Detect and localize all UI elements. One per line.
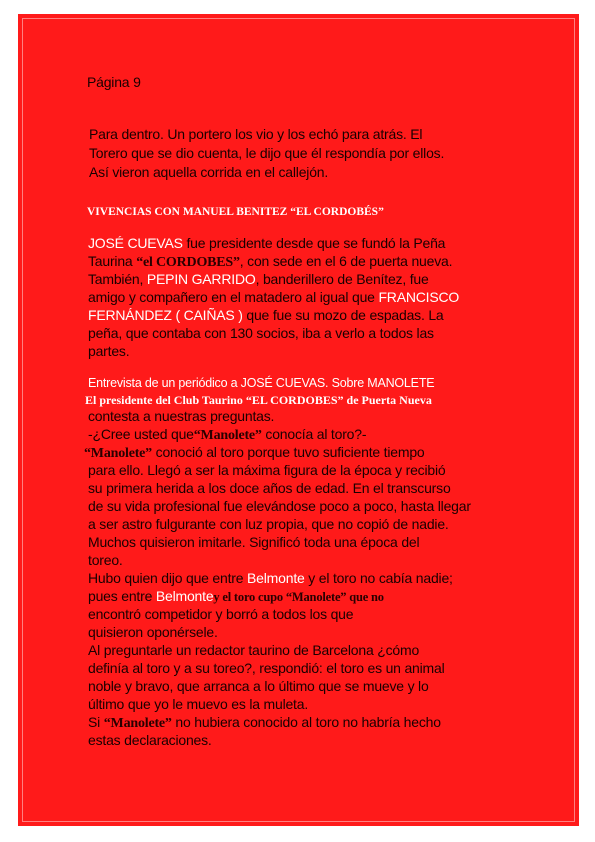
interview-line-9: a ser astro fulgurante con luz propia, que no copió de nadie. xyxy=(88,516,449,532)
interview-line-8: de su vida profesional fue elevándose poco a poco, hasta llegar xyxy=(88,498,471,514)
manolete-bold: “Manolete” xyxy=(193,428,262,443)
interview-line-10: Muchos quisieron imitarle. Significó toda una época del xyxy=(88,534,420,550)
interview-line-4: -¿Cree usted que“Manolete” conocía al toro?- xyxy=(88,426,367,443)
paragraph-2-line-2: Taurina “el CORDOBES”, con sede en el 6 de puerta nueva. xyxy=(88,253,453,270)
interview-line-7: su primera herida a los doce años de edad. En el transcurso xyxy=(88,480,451,496)
section-heading: VIVENCIAS CON MANUEL BENITEZ “EL CORDOBÉS” xyxy=(87,206,384,218)
interview-line-18: noble y bravo, que arranca a lo último que se mueve y lo xyxy=(88,678,429,694)
paragraph-2-line-3: También, PEPIN GARRIDO, banderillero de Benítez, fue xyxy=(88,271,429,287)
manolete-bold-3: “Manolete” xyxy=(103,716,172,731)
paragraph-2-line-7: partes. xyxy=(88,343,130,359)
manolete-bold-2: “Manolete” xyxy=(84,446,152,461)
interview-line-3: contesta a nuestras preguntas. xyxy=(88,408,275,424)
interview-line-16: Al preguntarle un redactor taurino de Barcelona ¿cómo xyxy=(88,642,420,658)
interview-line-15: quisieron oponérsele. xyxy=(88,624,218,640)
interview-line-19: último que yo le muevo es la muleta. xyxy=(88,696,309,712)
interview-line-6: para ello. Llegó a ser la máxima figura de la época y recibió xyxy=(88,462,446,478)
paragraph-2-line-6: peña, que contaba con 130 socios, iba a verlo a todos las xyxy=(88,325,434,341)
paragraph-1-line-3: Así vieron aquella corrida en el callejón. xyxy=(89,164,329,180)
el-cordobes-bold: “el CORDOBES” xyxy=(136,255,240,270)
interview-line-1: Entrevista de un periódico a JOSÉ CUEVAS. Sobre MANOLETE xyxy=(88,376,435,390)
name-jose-cuevas-2: JOSÉ CUEVAS xyxy=(240,376,326,390)
red-frame xyxy=(18,14,579,826)
paragraph-2-line-5: FERNÁNDEZ ( CAIÑAS ) que fue su mozo de espadas. La xyxy=(88,307,444,323)
name-fernandez-cainas: FERNÁNDEZ ( CAIÑAS ) xyxy=(88,307,243,323)
name-francisco: FRANCISCO xyxy=(378,289,460,305)
name-pepin-garrido: PEPIN GARRIDO xyxy=(146,271,256,287)
page-number: Página 9 xyxy=(87,74,141,90)
interview-line-20: Si “Manolete” no hubiera conocido al toro no habría hecho xyxy=(88,714,441,731)
interview-line-14: encontró competidor y borró a todos los que xyxy=(88,606,354,622)
page-content xyxy=(18,14,579,826)
name-belmonte: Belmonte xyxy=(247,570,305,586)
interview-line-17: definía al toro y a su toreo?, respondió: el toro es un animal xyxy=(88,660,445,676)
interview-line-13: pues entre Belmontey el toro cupo “Manolete” que no xyxy=(88,588,384,604)
name-jose-cuevas: JOSÉ CUEVAS xyxy=(88,235,183,251)
interview-line-12: Hubo quien dijo que entre Belmonte y el toro no cabía nadie; xyxy=(88,570,453,586)
interview-line-21: estas declaraciones. xyxy=(88,732,212,748)
paragraph-1-line-2: Torero que se dio cuenta, le dijo que él respondía por ellos. xyxy=(89,145,445,161)
name-manolete-heading: MANOLETE xyxy=(367,376,435,390)
interview-line-5: “Manolete” conoció al toro porque tuvo suficiente tiempo xyxy=(84,444,425,461)
paragraph-2-line-1: JOSÉ CUEVAS fue presidente desde que se fundó la Peña xyxy=(88,235,446,251)
name-belmonte-2: Belmonte xyxy=(155,588,214,604)
paragraph-1-line-1: Para dentro. Un portero los vio y los echó para atrás. El xyxy=(89,126,423,142)
paragraph-2-line-4: amigo y compañero en el matadero al igual que FRANCISCO xyxy=(88,289,460,305)
interview-line-2: El presidente del Club Taurino “EL CORDOBES” de Puerta Nueva xyxy=(85,393,432,407)
interview-line-11: toreo. xyxy=(88,552,123,568)
